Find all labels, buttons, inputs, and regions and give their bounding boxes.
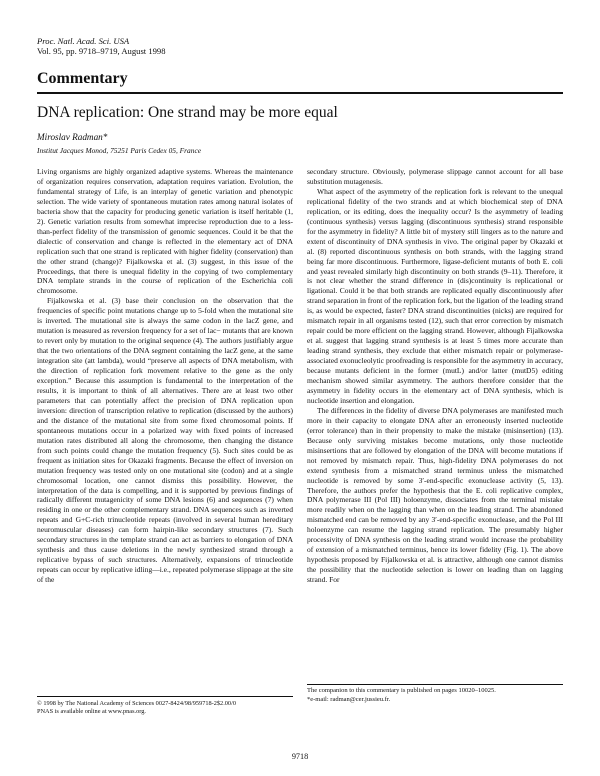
right-column — [307, 167, 563, 585]
pnas-online-line: PNAS is available online at www.pnas.org. — [37, 708, 146, 716]
paragraph: Fijalkowska et al. (3) base their conclusion on the observation that the frequencies of specific point mutations change up to 5-fold when the mutational site is inverted. The mutational site is always the same codon in the lacZ gene, and mutation is measured as reversion frequency for a set of lac− mutants that are known to revert only by mutation to the original sequence (4). The authors justifiably argue that the two orientations of the DNA segment containing the lacZ gene, at the same integration site (att lambda), would “preserve all aspects of DNA metabolism, with the direction of replication fork movement relative to the gene as the only exception.” Because this assumption is fundamental to the interpretation of the results, it is important to think of all alternatives. There are at least two other parameters that can potentially affect the precision of DNA replication upon inversion: direction of transcription relative to replication (discussed by the authors) and the distance of the mutational site from some fixed chromosomal points. If spontaneous mutations occur in a polarized way with fixed points of increased mutation rates distributed all along the chromosome, then changing the distance from such points could change the mutation frequency (5). Such sites could be as frequent as initiation sites for Okazaki fragments. Because the effect of inversion on mutation frequency was tested only on one mutational site (codon) and at a single chromosomal location, one cannot dismiss this possibility. However, the interpretation of the data is compelling, and it is supported by previous findings of radically different mutagenicity of some DNA lesions (6) and sequences (7) when residing in one or the other complementary strand. DNA sequences such as inverted repeats and G+C-rich trinucleotide repeats (involved in several human hereditary neuromuscular diseases) can form hairpin-like secondary structures (7). Such secondary structures in the template strand can act as barriers to elongation of DNA synthesis and thus cause deletions in the newly synthesized strand through a replicative bypass of such structures. Alternatively, expansions of trinucleotide repeats can occur by replicative idling—i.e., repeated polymerase slippage at the site of the — [37, 296, 293, 585]
paragraph: Living organisms are highly organized adaptive systems. Whereas the maintenance of organization requires conservation, adaptation requires variation. Evolution, the fundamental strategy of Life, is an interplay of genetic variation and phenotypic selection. The wide variety of spontaneous mutation rates among natural isolates of bacteria show that the capacity for producing genetic variation is itself heritable (1, 2). Genetic variation results from somewhat imprecise reproduction due to a less-than-perfect fidelity of the transmission of genomic sequences. Could it be that the dialectic of conservation and change is reflected in the elementary act of DNA replication such that one strand is replicated with higher fidelity (conservation) than the other strand (change)? Fijalkowska et al. (3) suggest, in this issue of the Proceedings, that there is unequal fidelity in the copying of two complementary DNA template strands in the course of replication of the Escherichia coli chromosome. — [37, 167, 293, 296]
left-column — [37, 167, 293, 585]
page-number: 9718 — [291, 752, 309, 761]
footnote-rule — [307, 684, 563, 685]
companion-footnote: The companion to this commentary is published on pages 10020–10025. — [307, 687, 496, 694]
footnotes — [307, 687, 563, 704]
article-affiliation: Institut Jacques Monod, 75251 Paris Cedex 05, France — [37, 146, 202, 155]
copyright-rule — [37, 696, 293, 697]
email-footnote: *e-mail: radman@cer.jussieu.fr. — [307, 695, 391, 703]
article-author: Miroslav Radman* — [37, 132, 108, 142]
volume-line: Vol. 95, pp. 9718–9719, August 1998 — [37, 46, 166, 57]
article-title: DNA replication: One strand may be more equal — [37, 104, 338, 121]
paragraph: secondary structure. Obviously, polymerase slippage cannot account for all base substitution mutagenesis. — [307, 167, 563, 186]
section-rule — [37, 92, 563, 94]
journal-header — [37, 36, 166, 57]
paragraph: The differences in the fidelity of diverse DNA polymerases are manifested much more in their capacity to elongate DNA after an erroneously inserted nucleotide (error tolerance) than in their propensity to make the mistake (misinsertion) (13). Because only surviving mistakes become mutations, only those nucleotide misinsertions that are followed by elongation of the DNA will become mutations if not removed by mismatch repair. Thus, high-fidelity DNA polymerases do not extend synthesis from a mismatched strand terminus unless the mismatched nucleotide is removed by some 3′-end-specific exonuclease activity (5, 13). Therefore, the authors prefer the hypothesis that the E. coli replicative complex, DNA polymerase III (Pol III) holoenzyme, dissociates from the terminal mistake more readily when on the lagging than when on the leading strand. The abandoned mismatched end can be removed by any 3′-end-specific exonuclease, and the Pol III holoenzyme can resume the lagging strand replication. The presumably higher processivity of DNA synthesis on the leading strand would increase the probability of extension of a mismatched terminus, hence its lower fidelity (Fig. 1). The above hypothesis proposed by Fijalkowska et al. is attractive, although one cannot dismiss the possibility that the nucleotide selection is lower on leading than on lagging strand. For — [307, 405, 563, 585]
section-heading: Commentary — [37, 70, 128, 87]
copyright-line: © 1998 by The National Academy of Sciences 0027-8424/98/959718-2$2.00/0 — [37, 700, 236, 707]
article-page — [37, 0, 563, 776]
journal-name: Proc. Natl. Acad. Sci. USA — [37, 36, 130, 46]
paragraph: What aspect of the asymmetry of the replication fork is relevant to the unequal replicational fidelity of the two strands and at which biochemical step of DNA replication, or its editing, does the inequality occur? Is the asymmetry of leading (continuous synthesis) versus lagging (discontinuous synthesis) strand responsible for the asymmetry in fidelity? A little bit of mystery still lingers as to the nature and extent of discontinuity of DNA synthesis in vivo. The original paper by Okazaki et al. (8) reported discontinuous synthesis on both strands, with the lagging strand being far more discontinuous. Furthermore, ligase-deficient mutants of both E. coli and yeast revealed similarly high discontinuity on both strands (9–11). Therefore, it is not clear whether the strand difference in (dis)continuity is replicational or ligational. Could it be that both strands are replicated equally discontinuously after strand separation in front of the replication fork, but the ligation of the leading strand is, as would be expected, faster? DNA strand discontinuities (nicks) are required for mismatch repair in all organisms tested (12), such that error correction by mismatch repair could be more efficient on the lagging strand. However, although Fijalkowska et al. suggest that lagging strand synthesis is at least 5 times more accurate than leading strand synthesis, they exclude that either mismatch repair or polymerase-associated exonucleolytic proofreading is responsible for the asymmetry in accuracy, because mutants deficient in the former (mutL) and/or latter (mutD5) editing mechanism showed similar asymmetry. The authors therefore consider that the asymmetry in fidelity occurs in the elementary act of DNA synthesis, which is nucleotide insertion and elongation. — [307, 186, 563, 405]
copyright-notice — [37, 700, 293, 716]
